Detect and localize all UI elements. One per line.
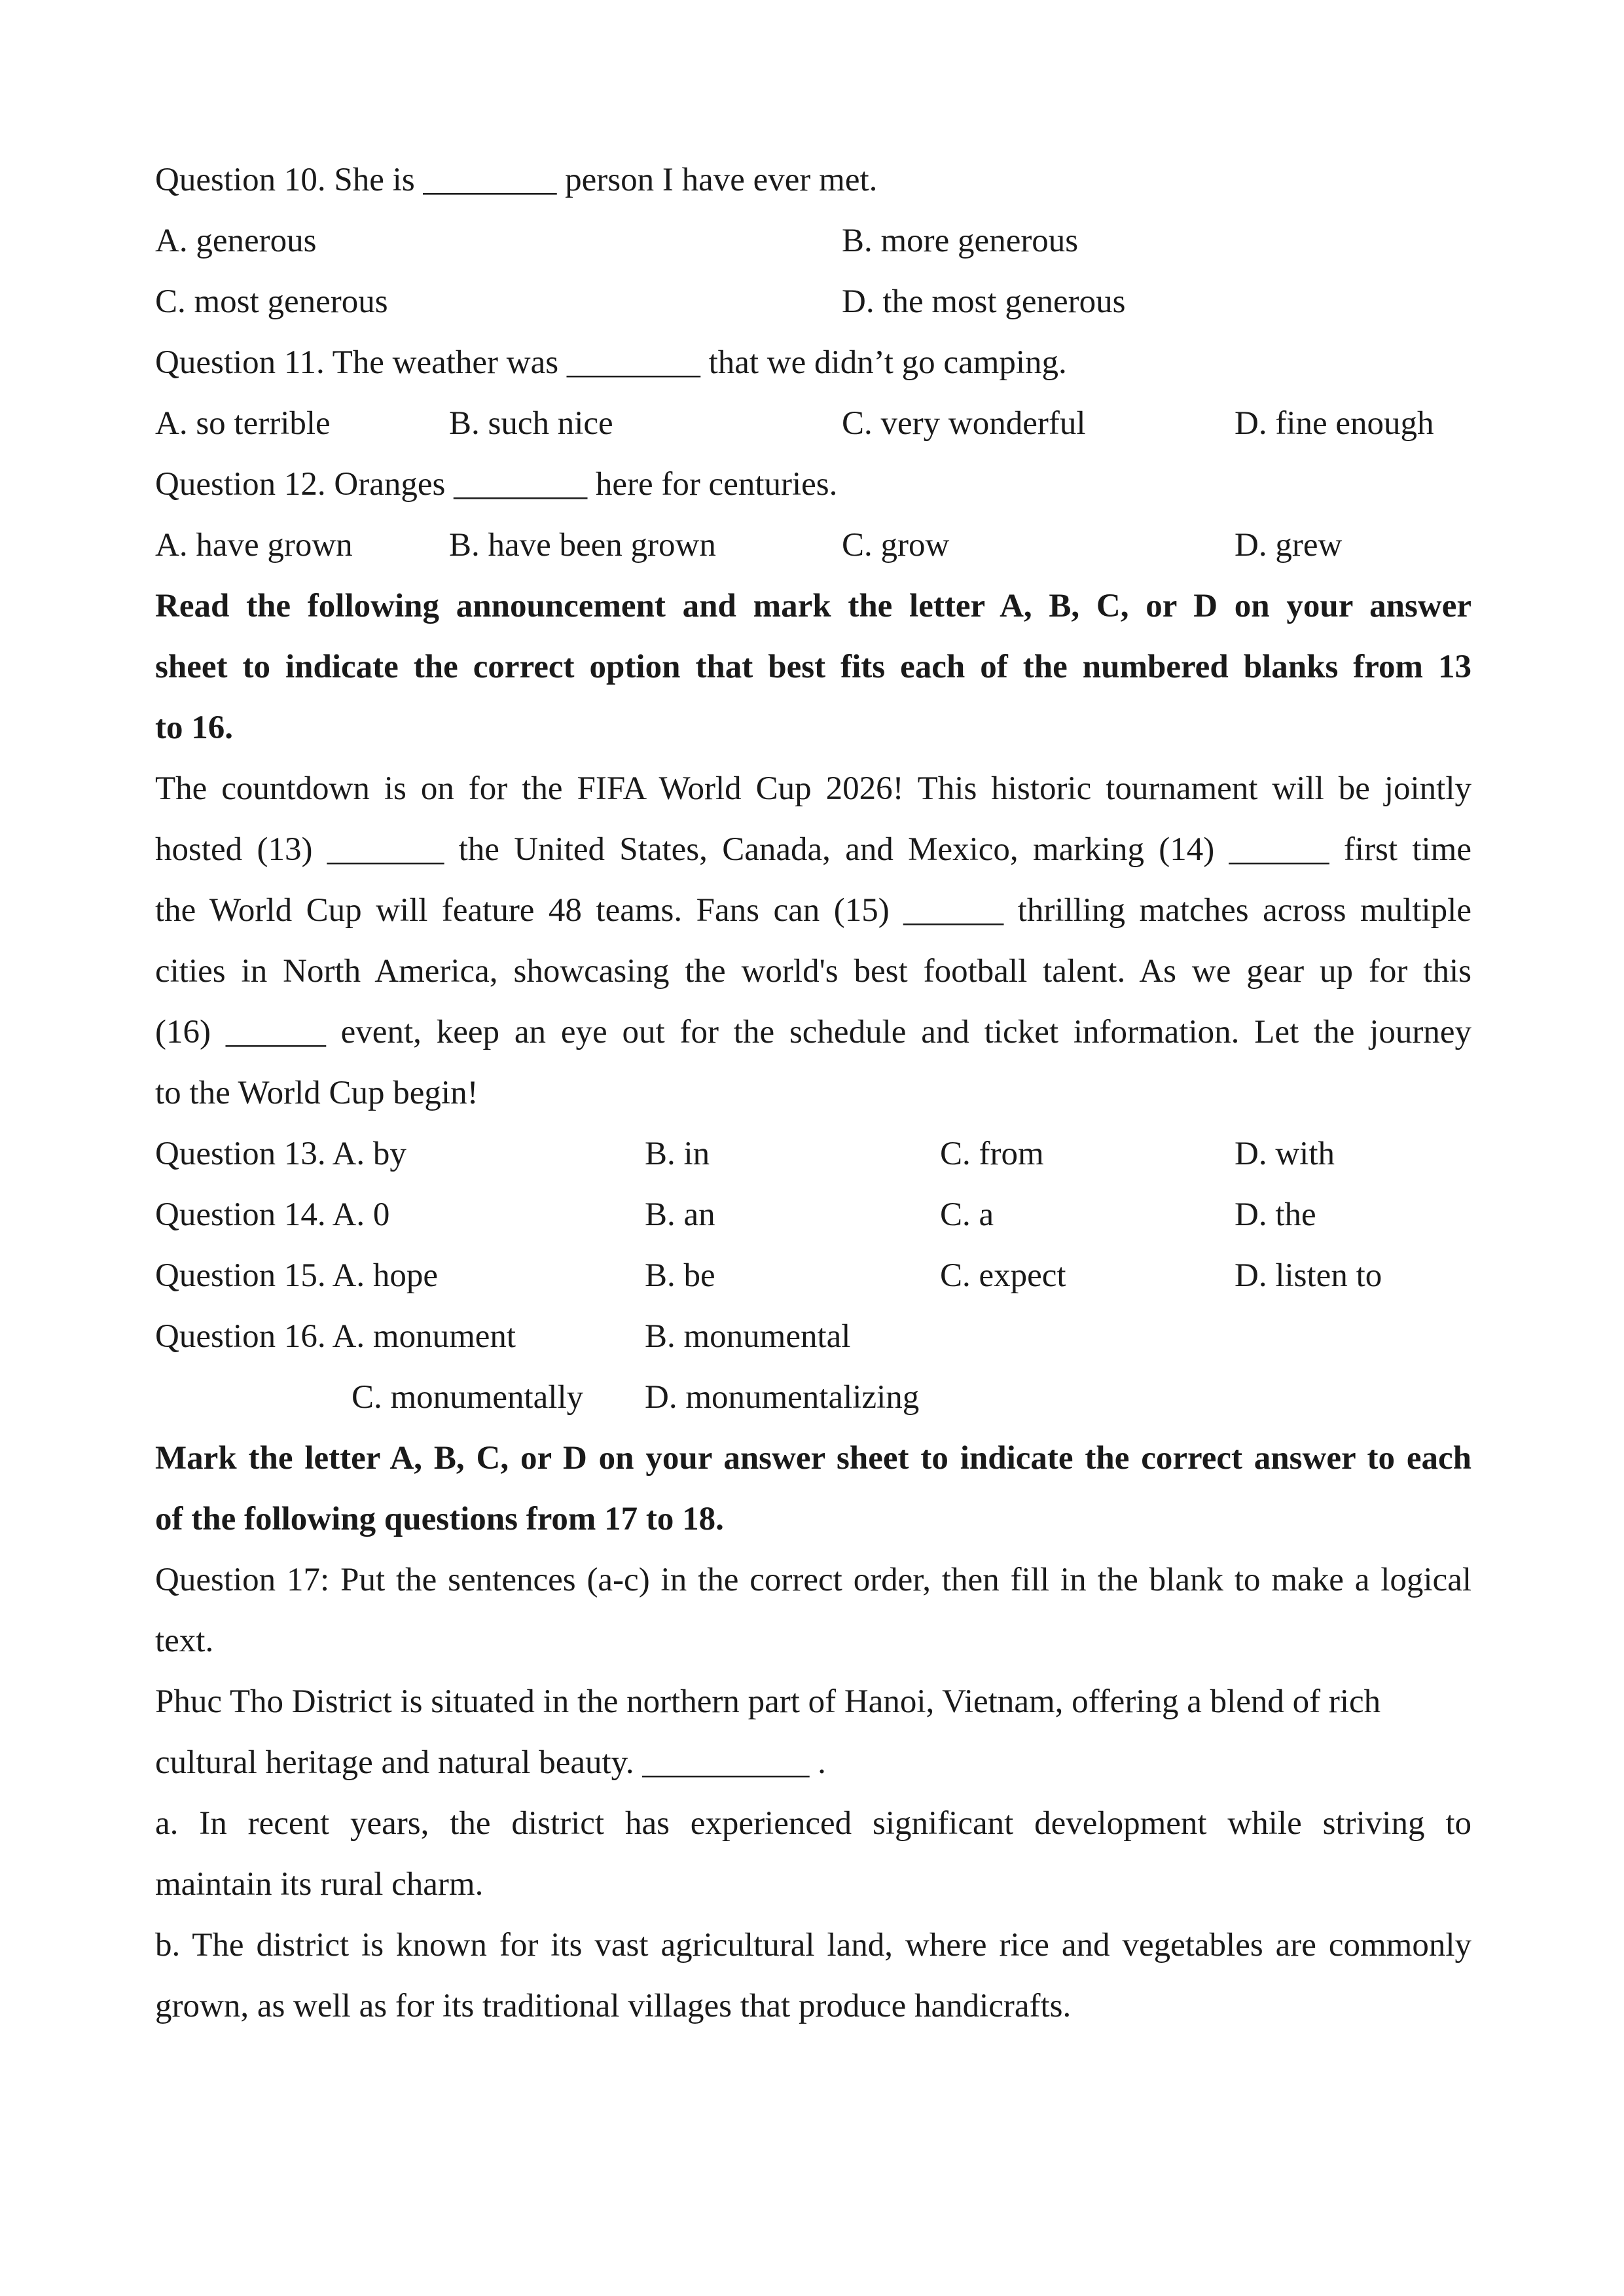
question-10-option-a: A. generous [155,223,317,259]
question-17-stem-line-2: text. [155,1623,214,1659]
instruction-17-18-line-1: Mark the letter A, B, C, or D on your answer sheet to indicate the correct answer to each [155,1440,1471,1477]
question-17-sentence-a-line-1: a. In recent years, the district has experienced significant development while striving to [155,1805,1471,1842]
question-16-row-1 [155,1306,1471,1367]
question-14-option-d: D. the [1235,1196,1316,1233]
question-12-option-a: A. have grown [155,527,353,564]
question-13-option-c: C. from [940,1136,1044,1172]
question-17-sentence-b-line-1: b. The district is known for its vast agricultural land, where rice and vegetables are commonly [155,1927,1471,1964]
exam-page [155,150,1471,2037]
question-14-option-c: C. a [940,1196,994,1233]
question-14-option-b: B. an [645,1196,715,1233]
question-15-option-b: B. be [645,1257,715,1294]
question-16-option-b: B. monumental [645,1318,851,1355]
question-17-intro-line-2: cultural heritage and natural beauty. __________ . [155,1744,826,1781]
passage-line-5: (16) ______ event, keep an eye out for the schedule and ticket information. Let the journey [155,1014,1471,1050]
question-15-option-c: C. expect [940,1257,1066,1294]
question-12-option-b: B. have been grown [449,527,716,564]
question-13-option-a: Question 13. A. by [155,1136,406,1172]
question-12-option-c: C. grow [842,527,950,564]
question-11-stem: Question 11. The weather was ________ that we didn’t go camping. [155,344,1067,381]
passage-line-1: The countdown is on for the FIFA World Cup 2026! This historic tournament will be jointly [155,770,1471,807]
question-11-option-d: D. fine enough [1235,405,1434,442]
instruction-17-18-line-2: of the following questions from 17 to 18. [155,1501,724,1537]
instruction-13-16-line-2: sheet to indicate the correct option that best fits each of the numbered blanks from 13 [155,649,1471,685]
question-16-option-d: D. monumentalizing [645,1379,920,1416]
passage-line-4: cities in North America, showcasing the world's best football talent. As we gear up for this [155,953,1471,990]
question-12-options [155,515,1471,576]
instruction-13-16-line-3: to 16. [155,709,233,746]
question-14-row [155,1185,1471,1246]
question-10-options-row-2 [155,272,1471,332]
question-17-sentence-a-line-2: maintain its rural charm. [155,1866,484,1903]
question-10-option-b: B. more generous [842,223,1079,259]
question-11-option-c: C. very wonderful [842,405,1086,442]
question-11-option-a: A. so terrible [155,405,331,442]
question-15-row [155,1246,1471,1306]
question-13-option-d: D. with [1235,1136,1335,1172]
question-10-option-c: C. most generous [155,283,388,320]
question-10-options-row-1 [155,211,1471,272]
question-17-sentence-b-line-2: grown, as well as for its traditional villages that produce handicrafts. [155,1988,1072,2024]
passage-line-2: hosted (13) _______ the United States, Canada, and Mexico, marking (14) ______ first time [155,831,1471,868]
question-10-option-d: D. the most generous [842,283,1126,320]
question-14-option-a: Question 14. A. 0 [155,1196,390,1233]
question-17-stem-line-1: Question 17: Put the sentences (a-c) in the correct order, then fill in the blank to make a logical [155,1562,1471,1598]
passage-line-6: to the World Cup begin! [155,1075,478,1111]
question-10-stem: Question 10. She is ________ person I have ever met. [155,162,878,198]
question-12-stem: Question 12. Oranges ________ here for centuries. [155,466,838,503]
question-16-option-c: C. monumentally [352,1379,584,1416]
passage-line-3: the World Cup will feature 48 teams. Fans can (15) ______ thrilling matches across multiple [155,892,1471,929]
question-16-row-2 [155,1367,1471,1428]
question-17-intro-line-1: Phuc Tho District is situated in the northern part of Hanoi, Vietnam, offering a blend of rich [155,1683,1381,1720]
question-11-options [155,393,1471,454]
question-15-option-a: Question 15. A. hope [155,1257,439,1294]
instruction-13-16-line-1: Read the following announcement and mark the letter A, B, C, or D on your answer [155,588,1471,624]
question-13-row [155,1124,1471,1185]
question-15-option-d: D. listen to [1235,1257,1382,1294]
question-16-option-a: Question 16. A. monument [155,1318,516,1355]
question-13-option-b: B. in [645,1136,710,1172]
question-11-option-b: B. such nice [449,405,613,442]
question-12-option-d: D. grew [1235,527,1343,564]
